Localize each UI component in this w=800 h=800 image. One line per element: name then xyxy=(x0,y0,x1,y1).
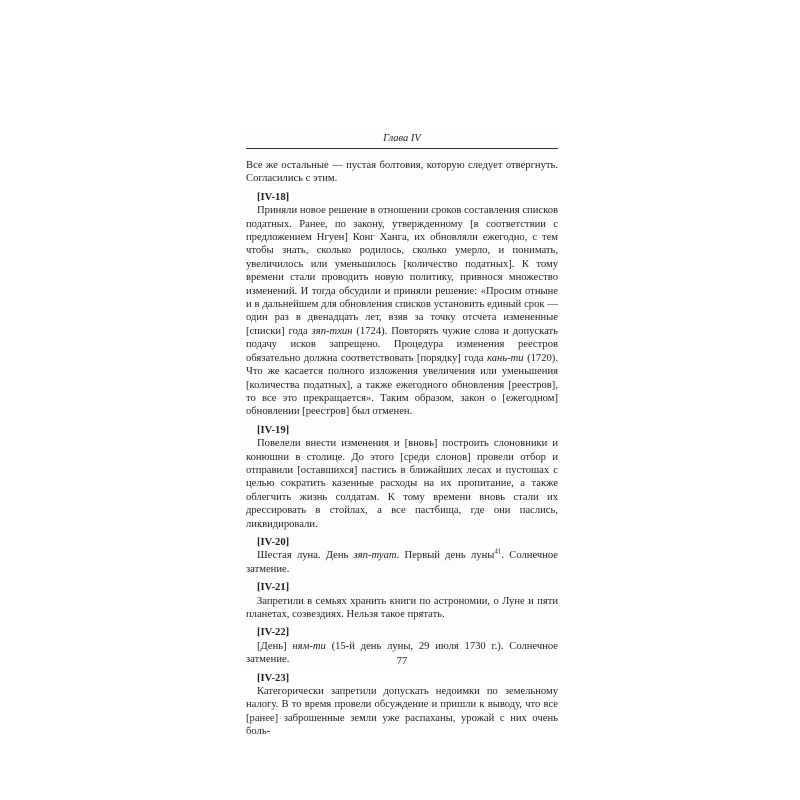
footnote-marker: 41 xyxy=(494,547,502,556)
italic-term: кань-ти xyxy=(487,352,524,364)
paragraph-text: . Первый день луны xyxy=(396,550,495,562)
section-paragraph: Категорически запретили допускать недоимки по земельному налогу. В то время провели обсуждение и пришли к выводу, что все [ранее] заброшенные земли уже распаханы, урожай с них очень боль- xyxy=(246,686,558,738)
italic-term: зяп-туат xyxy=(353,550,397,562)
italic-term: зяп-тхин xyxy=(311,325,353,337)
section-heading: [IV-18] xyxy=(257,191,290,203)
section-heading: [IV-20] xyxy=(257,536,290,548)
paragraph-text: (1724). Повторять чужие слова и допускать подачу исков запрещено. Процедура изменения реестров обязательно должна соответствовать [порядку] года xyxy=(246,325,558,364)
page-body xyxy=(246,159,558,739)
section-paragraph xyxy=(246,549,558,576)
intro-paragraph: Все же остальные — пустая болтовия, которую следует отвергнуть. Согласились с этим. xyxy=(246,160,558,185)
header-rule xyxy=(246,148,558,149)
section-heading: [IV-22] xyxy=(257,627,290,639)
paragraph-text: [День] xyxy=(257,640,293,652)
running-head: Глава IV xyxy=(383,133,421,144)
italic-term: ням-ти xyxy=(292,640,326,652)
paragraph-text: Шестая луна. День xyxy=(257,550,354,562)
section-heading: [IV-23] xyxy=(257,672,290,684)
paragraph-text: (15-й день луны, 29 июля 1730 г.). Солнечное затмение. xyxy=(246,640,558,666)
page-number: 77 xyxy=(396,656,408,667)
section-paragraph xyxy=(246,204,558,419)
section-heading: [IV-21] xyxy=(257,582,290,594)
section-paragraph: Запретили в семьях хранить книги по астрономии, о Луне и пяти планетах, созвездиях. Нельзя такое прятать. xyxy=(246,595,558,620)
paragraph-text: Приняли новое решение в отношении сроков составления списков податных. Ранее, по закону, утвержденному [в соответствии с предложением Нгуен] Конг Ханга, их обновляли ежегодно, с тем чтобы знать, сколько родилось, сколько умерло, и понимать, увеличилось или уменьшилось [количество податных]. К тому времени стали проводить новую политику, привнося множество изменений. И тогда обсудили и приняли решение: «Просим отныне и в дальнейшем для обновления списков установить единый срок — один раз в двенадцать лет, взяв за точку отсчета измененные [списки] года xyxy=(246,205,558,337)
book-page xyxy=(246,128,559,738)
section-heading: [IV-19] xyxy=(257,424,290,436)
paragraph-text: (1720). Что же касается полного изложения увеличения или уменьшения [количества податных], а также ежегодного обновления [реестров], то все это прекращается». Таким образом, закон о [ежегодном] обновлении [реестров] был отменен. xyxy=(246,352,558,418)
paragraph-text: . Солнечное затмение. xyxy=(246,550,559,575)
section-paragraph: Повелели внести изменения и [вновь] построить слоновники и конюшни в столице. До этого [среди слонов] провели отбор и отправили [оставшихся] пастись в ближайших лесах и пустошах с целью сократить казенные расходы на их пропитание, а также облегчить жизнь солдатам. К тому времени вновь стали их дрессировать в стойлах, а все пастбища, где они паслись, ликвидировали. xyxy=(246,438,558,530)
